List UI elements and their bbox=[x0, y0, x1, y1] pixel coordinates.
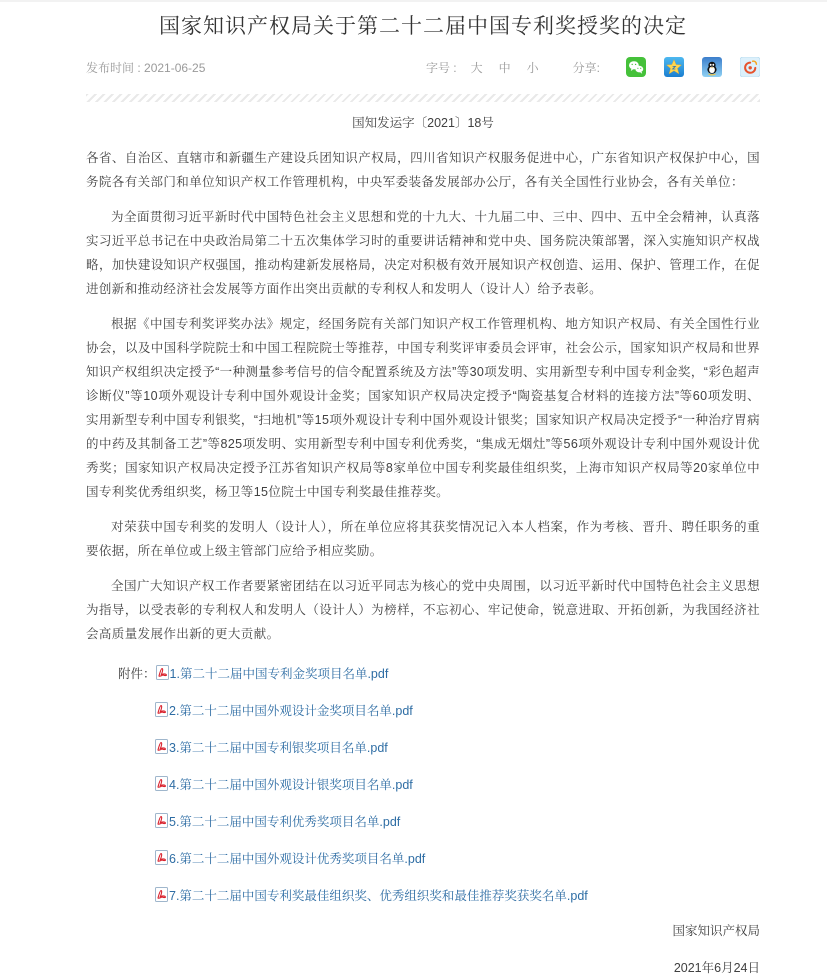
paragraph-4: 全国广大知识产权工作者要紧密团结在以习近平同志为核心的党中央周围，以习近平新时代中国特色社会主义思想为指导，以受表彰的专利权人和发明人（设计人）为榜样，不忘初心、牢记使命，锐意进取、开拓创新，为我国经济社会高质量发展作出新的更大贡献。 bbox=[86, 579, 760, 641]
publish-time-label: 发布时间 : bbox=[86, 60, 141, 75]
hatched-divider bbox=[86, 94, 760, 102]
pdf-icon bbox=[155, 850, 168, 865]
signature-organization: 国家知识产权局 bbox=[672, 924, 760, 938]
attachment-link-7[interactable]: 7.第二十二届中国专利奖最佳组织奖、优秀组织奖和最佳推荐奖获奖名单.pdf bbox=[155, 889, 588, 903]
font-size-label: 字号 : bbox=[425, 60, 457, 75]
pdf-icon bbox=[155, 702, 168, 717]
attachments-label: 附件： bbox=[118, 667, 156, 681]
share-qzone-icon[interactable] bbox=[664, 57, 684, 77]
signature-date: 2021年6月24日 bbox=[673, 961, 760, 975]
publish-time-value: 2021-06-25 bbox=[144, 60, 206, 75]
meta-bar bbox=[86, 56, 760, 78]
publish-time bbox=[86, 59, 205, 76]
pdf-icon bbox=[155, 739, 168, 754]
article-page bbox=[0, 2, 827, 977]
attachment-row bbox=[86, 737, 760, 759]
font-size-medium-button[interactable]: 中 bbox=[498, 60, 511, 75]
share-wechat-icon[interactable] bbox=[626, 57, 646, 77]
document-body bbox=[86, 146, 760, 646]
document-number: 国知发运字〔2021〕18号 bbox=[352, 116, 494, 130]
pdf-icon bbox=[155, 776, 168, 791]
attachment-link-6[interactable]: 6.第二十二届中国外观设计优秀奖项目名单.pdf bbox=[155, 852, 425, 866]
paragraph-1: 为全面贯彻习近平新时代中国特色社会主义思想和党的十九大、十九届二中、三中、四中、五中全会精神，认真落实习近平总书记在中央政治局第二十五次集体学习时的重要讲话精神和党中央、国务院决策部署，深入实施知识产权战略，加快建设知识产权强国，推动构建新发展格局，决定对积极有效开展知识产权创造、运用、保护、管理工作，在促进创新和推动经济社会发展等方面作出突出贡献的专利权人和发明人（设计人）给予表彰。 bbox=[86, 210, 760, 296]
paragraph-2: 根据《中国专利奖评奖办法》规定，经国务院有关部门知识产权工作管理机构、地方知识产权局、有关全国性行业协会，以及中国科学院院士和中国工程院院士等推荐，中国专利奖评审委员会评审，社会公示，国家知识产权局和世界知识产权组织决定授予“一种测量参考信号的信令配置系统及方法”等30项发明、实用新型专利中国专利金奖，“彩色超声诊断仪”等10项外观设计专利中国外观设计金奖；国家知识产权局决定授予“陶瓷基复合材料的连接方法”等60项发明、实用新型专利中国专利银奖，“扫地机”等15项外观设计专利中国外观设计银奖；国家知识产权局决定授予“一种治疗胃病的中药及其制备工艺”等825项发明、实用新型专利中国专利优秀奖，“集成无烟灶”等56项外观设计专利中国外观设计优秀奖；国家知识产权局决定授予江苏省知识产权局等8家单位中国专利奖最佳组织奖，上海市知识产权局等20家单位中国专利奖优秀组织奖，杨卫等15位院士中国专利奖最佳推荐奖。 bbox=[86, 317, 760, 499]
page-title: 国家知识产权局关于第二十二届中国专利奖授奖的决定 bbox=[159, 15, 687, 38]
share-weibo-icon[interactable] bbox=[740, 57, 760, 77]
attachment-row bbox=[86, 811, 760, 833]
font-size-large-button[interactable]: 大 bbox=[470, 60, 483, 75]
attachment-row bbox=[86, 848, 760, 870]
attachment-link-5[interactable]: 5.第二十二届中国专利优秀奖项目名单.pdf bbox=[155, 815, 400, 829]
attachment-row bbox=[86, 700, 760, 722]
attachment-row bbox=[86, 663, 760, 685]
attachment-link-1[interactable]: 1.第二十二届中国专利金奖项目名单.pdf bbox=[156, 667, 389, 681]
share-qq-icon[interactable] bbox=[702, 57, 722, 77]
attachment-link-4[interactable]: 4.第二十二届中国外观设计银奖项目名单.pdf bbox=[155, 778, 413, 792]
signature-block bbox=[86, 922, 760, 977]
attachment-link-3[interactable]: 3.第二十二届中国专利银奖项目名单.pdf bbox=[155, 741, 388, 755]
attachment-row bbox=[86, 774, 760, 796]
paragraph-salutation: 各省、自治区、直辖市和新疆生产建设兵团知识产权局，四川省知识产权服务促进中心，广东省知识产权保护中心，国务院各有关部门和单位知识产权工作管理机构，中央军委装备发展部办公厅，各有关全国性行业协会，各有关单位： bbox=[86, 151, 760, 189]
pdf-icon bbox=[155, 887, 168, 902]
share-label: 分享: bbox=[572, 60, 600, 75]
pdf-icon bbox=[155, 813, 168, 828]
font-size-small-button[interactable]: 小 bbox=[526, 60, 539, 75]
attachment-link-2[interactable]: 2.第二十二届中国外观设计金奖项目名单.pdf bbox=[155, 704, 413, 718]
pdf-icon bbox=[156, 665, 169, 680]
attachment-row bbox=[86, 885, 760, 907]
attachments-list bbox=[86, 663, 760, 907]
paragraph-3: 对荣获中国专利奖的发明人（设计人），所在单位应将其获奖情况记入本人档案，作为考核、晋升、聘任职务的重要依据，所在单位或上级主管部门应给予相应奖励。 bbox=[86, 520, 760, 558]
